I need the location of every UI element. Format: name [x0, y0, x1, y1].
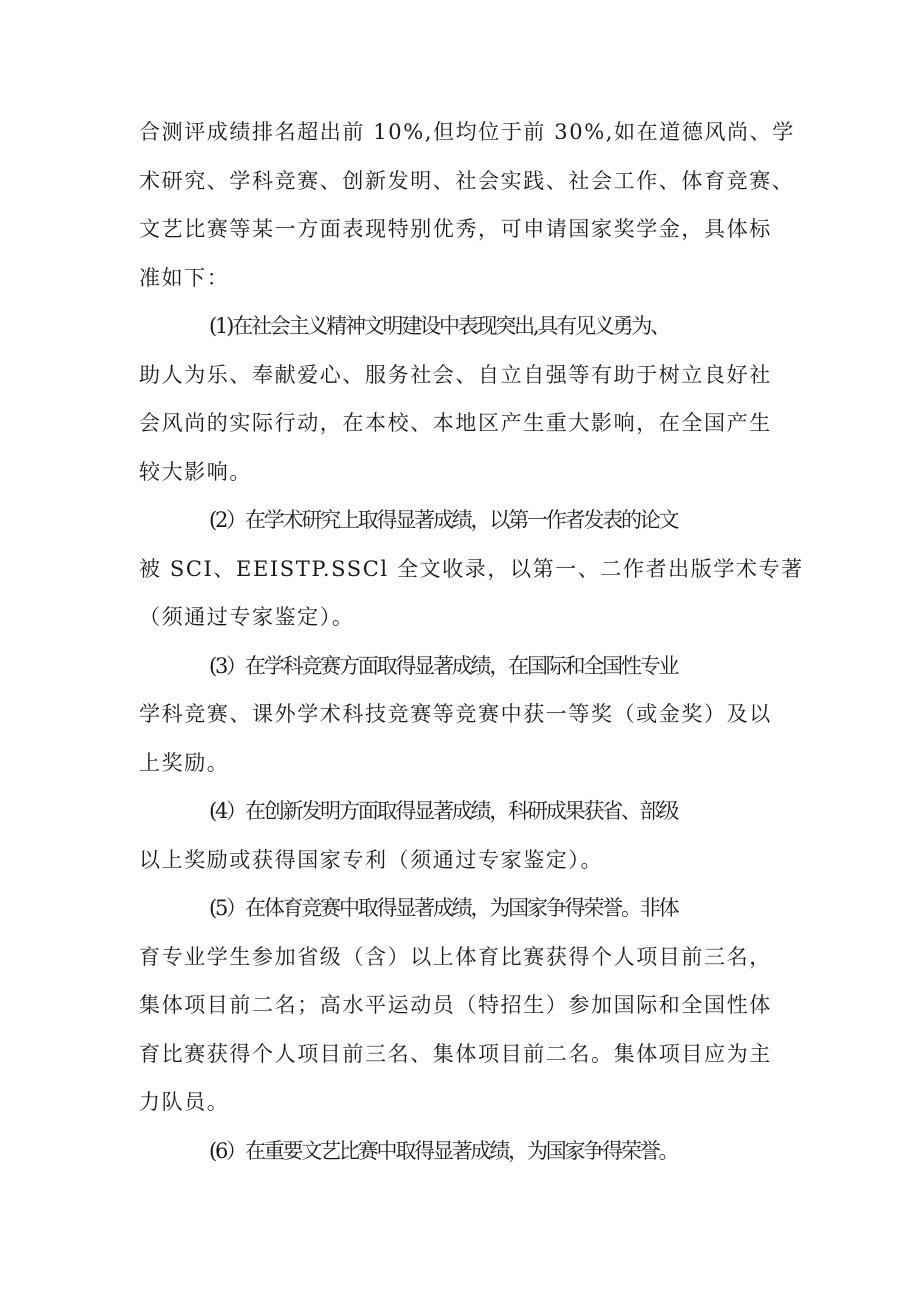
text-line: 力队员。	[139, 1090, 230, 1114]
text-line: 被 SCI、EEISTP.SSCl 全文收录，以第一、二作者出版学术专著	[139, 557, 804, 581]
text-line: 学科竞赛、课外学术科技竞赛等竞赛中获一等奖（或金奖）及以	[139, 702, 772, 726]
text-line: (3）在学科竞赛方面取得显著成绩，在国际和全国性专业	[209, 654, 678, 678]
text-line: (2）在学术研究上取得显著成绩，以第一作者发表的论文	[209, 508, 678, 532]
text-line: 会风尚的实际行动，在本校、本地区产生重大影响，在全国产生	[139, 411, 772, 435]
text-line: 集体项目前二名；高水平运动员（特招生）参加国际和全国性体	[139, 993, 772, 1017]
text-line: (5）在体育竞赛中取得显著成绩，为国家争得荣誉。非体	[209, 896, 678, 920]
text-line: 术研究、学科竞赛、创新发明、社会实践、社会工作、体育竞赛、	[139, 169, 795, 193]
text-line: (1)在社会主义精神文明建设中表现突出,具有见义勇为、	[209, 314, 670, 338]
text-line: （须通过专家鉴定）。	[139, 605, 355, 629]
text-line: 以上奖励或获得国家专利（须通过专家鉴定）。	[139, 848, 604, 872]
text-line: 准如下：	[139, 266, 230, 290]
text-line: (4）在创新发明方面取得显著成绩，科研成果获省、部级	[209, 799, 678, 823]
text-line: 助人为乐、奉献爱心、服务社会、自立自强等有助于树立良好社	[139, 363, 772, 387]
text-line: 文艺比赛等某一方面表现特别优秀，可申请国家奖学金，具体标	[139, 217, 772, 241]
text-line: (6）在重要文艺比赛中取得显著成绩，为国家争得荣誉。	[209, 1139, 678, 1163]
text-line: 上奖励。	[139, 751, 230, 775]
text-line: 合测评成绩排名超出前 10%,但均位于前 30%,如在道德风尚、学	[139, 120, 795, 144]
text-line: 育比赛获得个人项目前三名、集体项目前二名。集体项目应为主	[139, 1042, 772, 1066]
text-line: 育专业学生参加省级（含）以上体育比赛获得个人项目前三名，	[139, 945, 772, 969]
text-line: 较大影响。	[139, 460, 252, 484]
